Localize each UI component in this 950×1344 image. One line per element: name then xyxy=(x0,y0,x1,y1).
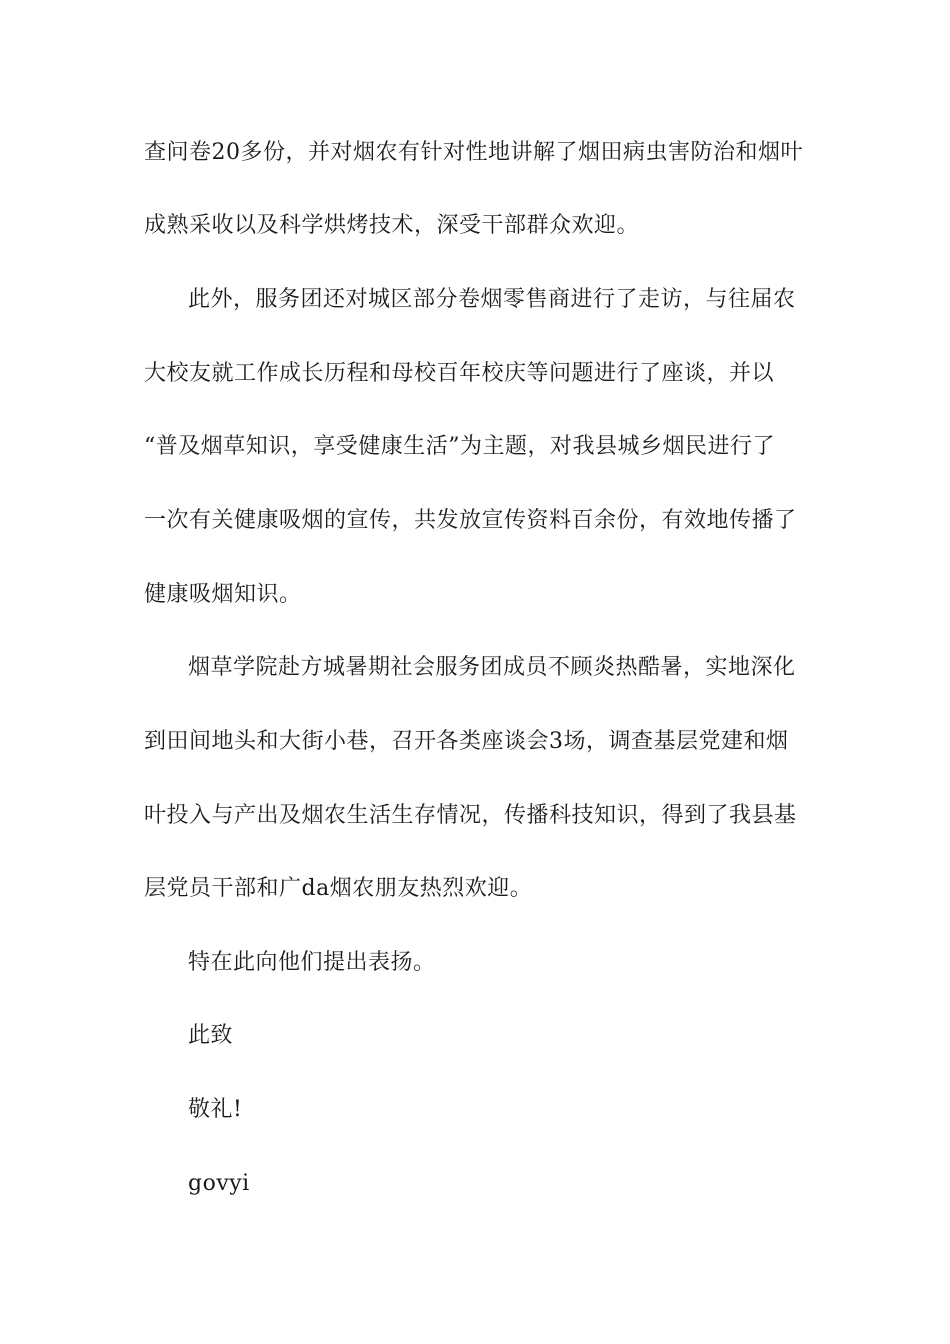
paragraph-2-line-1: 此外，服务团还对城区部分卷烟零售商进行了走访，与往届农 xyxy=(188,287,796,312)
paragraph-1-line-1: 查问卷20多份，并对烟农有针对性地讲解了烟田病虫害防治和烟叶 xyxy=(144,140,803,165)
closing-salutation: 此致 xyxy=(188,1023,234,1048)
paragraph-2-line-3: “普及烟草知识，享受健康生活”为主题，对我县城乡烟民进行了 xyxy=(144,434,775,459)
paragraph-2-line-4: 一次有关健康吸烟的宣传，共发放宣传资料百余份，有效地传播了 xyxy=(144,508,797,533)
paragraph-3-line-3: 叶投入与产出及烟农生活生存情况，传播科技知识，得到了我县基 xyxy=(144,803,797,828)
paragraph-1-line-2: 成熟采收以及科学烘烤技术，深受干部群众欢迎。 xyxy=(144,213,640,238)
paragraph-3-line-1: 烟草学院赴方城暑期社会服务团成员不顾炎热酷暑，实地深化 xyxy=(188,655,796,680)
paragraph-3-line-2: 到田间地头和大街小巷，召开各类座谈会3场，调查基层党建和烟 xyxy=(144,729,789,754)
paragraph-3-line-4: 层党员干部和广da烟农朋友热烈欢迎。 xyxy=(144,876,533,901)
paragraph-2-line-2: 大校友就工作成长历程和母校百年校庆等问题进行了座谈，并以 xyxy=(144,361,775,386)
paragraph-2-line-5: 健康吸烟知识。 xyxy=(144,582,302,607)
commendation-line: 特在此向他们提出表扬。 xyxy=(188,950,436,975)
signature: govyi xyxy=(188,1171,250,1196)
closing-respects: 敬礼! xyxy=(188,1097,243,1122)
